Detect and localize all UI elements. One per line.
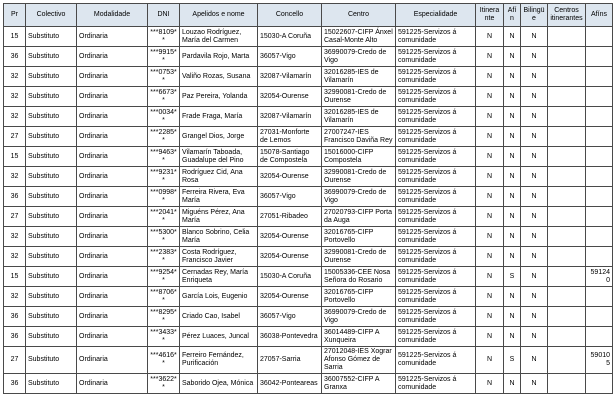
cell-afin: N <box>504 87 521 107</box>
cell-pr: 27 <box>4 207 26 227</box>
cell-afins <box>586 147 613 167</box>
cell-bilingue: N <box>521 127 548 147</box>
cell-colectivo: Substituto <box>26 27 77 47</box>
cell-bilingue: N <box>521 347 548 374</box>
cell-modalidade: Ordinaria <box>77 87 148 107</box>
cell-pr: 32 <box>4 287 26 307</box>
cell-bilingue: N <box>521 287 548 307</box>
cell-itinerante: N <box>476 47 504 67</box>
cell-especialidade: 591225-Servizos á comunidade <box>396 47 476 67</box>
cell-centro: 36007552-CIFP A Granxa <box>322 374 396 394</box>
table-row <box>4 227 613 247</box>
cell-centros_itinerantes <box>548 307 586 327</box>
table-row <box>4 347 613 374</box>
cell-centro: 15016000-CIFP Compostela <box>322 147 396 167</box>
cell-afin: S <box>504 267 521 287</box>
cell-pr: 27 <box>4 347 26 374</box>
cell-colectivo: Substituto <box>26 67 77 87</box>
cell-colectivo: Substituto <box>26 187 77 207</box>
cell-dni: ***0034** <box>148 107 180 127</box>
cell-centro: 32016765-CIFP Portovello <box>322 287 396 307</box>
cell-modalidade: Ordinaria <box>77 27 148 47</box>
cell-afins <box>586 327 613 347</box>
cell-dni: ***9915** <box>148 47 180 67</box>
cell-concello: 32054-Ourense <box>258 247 322 267</box>
cell-concello: 32054-Ourense <box>258 87 322 107</box>
table-header <box>4 4 613 27</box>
cell-colectivo: Substituto <box>26 127 77 147</box>
cell-itinerante: N <box>476 147 504 167</box>
cell-modalidade: Ordinaria <box>77 227 148 247</box>
cell-bilingue: N <box>521 67 548 87</box>
cell-dni: ***2285** <box>148 127 180 147</box>
cell-concello: 32054-Ourense <box>258 287 322 307</box>
cell-dni: ***8295** <box>148 307 180 327</box>
cell-itinerante: N <box>476 107 504 127</box>
cell-itinerante: N <box>476 27 504 47</box>
table-row <box>4 374 613 394</box>
cell-modalidade: Ordinaria <box>77 207 148 227</box>
cell-bilingue: N <box>521 247 548 267</box>
column-header-afins: Afíns <box>586 4 613 27</box>
cell-apelidos_e_nome: Costa Rodríguez, Francisco Javier <box>180 247 258 267</box>
cell-modalidade: Ordinaria <box>77 147 148 167</box>
cell-centros_itinerantes <box>548 287 586 307</box>
cell-especialidade: 591225-Servizos á comunidade <box>396 207 476 227</box>
cell-afin: N <box>504 107 521 127</box>
cell-dni: ***8109** <box>148 27 180 47</box>
cell-apelidos_e_nome: Miguéns Pérez, Ana María <box>180 207 258 227</box>
cell-afins <box>586 227 613 247</box>
cell-centros_itinerantes <box>548 27 586 47</box>
cell-bilingue: N <box>521 147 548 167</box>
cell-afin: N <box>504 327 521 347</box>
cell-concello: 32087-Vilamarín <box>258 67 322 87</box>
cell-apelidos_e_nome: Valiño Rozas, Susana <box>180 67 258 87</box>
cell-concello: 15030-A Coruña <box>258 267 322 287</box>
cell-afins <box>586 107 613 127</box>
cell-apelidos_e_nome: Louzao Rodríguez, María del Carmen <box>180 27 258 47</box>
cell-colectivo: Substituto <box>26 87 77 107</box>
cell-centros_itinerantes <box>548 247 586 267</box>
cell-modalidade: Ordinaria <box>77 107 148 127</box>
cell-dni: ***6673** <box>148 87 180 107</box>
cell-pr: 36 <box>4 374 26 394</box>
cell-apelidos_e_nome: Grangel Dios, Jorge <box>180 127 258 147</box>
cell-itinerante: N <box>476 347 504 374</box>
column-header-bilingue: Bilingüe <box>521 4 548 27</box>
cell-afins <box>586 167 613 187</box>
cell-apelidos_e_nome: Saborido Ojea, Mónica <box>180 374 258 394</box>
cell-apelidos_e_nome: Rodríguez Cid, Ana Rosa <box>180 167 258 187</box>
cell-afins <box>586 67 613 87</box>
cell-afins <box>586 247 613 267</box>
cell-centro: 36990079-Credo de Vigo <box>322 187 396 207</box>
cell-centro: 36990079-Credo de Vigo <box>322 47 396 67</box>
cell-modalidade: Ordinaria <box>77 327 148 347</box>
cell-dni: ***5300** <box>148 227 180 247</box>
table-row <box>4 67 613 87</box>
cell-concello: 36057-Vigo <box>258 187 322 207</box>
cell-bilingue: N <box>521 47 548 67</box>
cell-especialidade: 591225-Servizos á comunidade <box>396 127 476 147</box>
cell-itinerante: N <box>476 187 504 207</box>
table-row <box>4 87 613 107</box>
cell-afins <box>586 287 613 307</box>
cell-centros_itinerantes <box>548 327 586 347</box>
cell-pr: 15 <box>4 267 26 287</box>
column-header-dni: DNI <box>148 4 180 27</box>
cell-especialidade: 591225-Servizos á comunidade <box>396 107 476 127</box>
cell-apelidos_e_nome: Paz Pereira, Yolanda <box>180 87 258 107</box>
cell-afins: 591240 <box>586 267 613 287</box>
column-header-apelidos_e_nome: Apelidos e nome <box>180 4 258 27</box>
cell-afin: N <box>504 207 521 227</box>
cell-apelidos_e_nome: Ferreira Rivera, Eva María <box>180 187 258 207</box>
cell-especialidade: 591225-Servizos á comunidade <box>396 374 476 394</box>
cell-afins <box>586 47 613 67</box>
cell-afins <box>586 207 613 227</box>
table-row <box>4 127 613 147</box>
cell-pr: 36 <box>4 47 26 67</box>
cell-itinerante: N <box>476 307 504 327</box>
cell-centro: 36990079-Credo de Vigo <box>322 307 396 327</box>
cell-afin: N <box>504 247 521 267</box>
cell-colectivo: Substituto <box>26 107 77 127</box>
cell-dni: ***0753** <box>148 67 180 87</box>
cell-itinerante: N <box>476 67 504 87</box>
column-header-centros_itinerantes: Centros itinerantes <box>548 4 586 27</box>
cell-apelidos_e_nome: Criado Cao, Isabel <box>180 307 258 327</box>
cell-colectivo: Substituto <box>26 247 77 267</box>
cell-afin: N <box>504 127 521 147</box>
cell-afins <box>586 307 613 327</box>
cell-especialidade: 591225-Servizos á comunidade <box>396 167 476 187</box>
cell-dni: ***9463** <box>148 147 180 167</box>
cell-especialidade: 591225-Servizos á comunidade <box>396 147 476 167</box>
cell-concello: 36057-Vigo <box>258 47 322 67</box>
cell-apelidos_e_nome: Ferreiro Fernández, Purificación <box>180 347 258 374</box>
cell-especialidade: 591225-Servizos á comunidade <box>396 267 476 287</box>
cell-afin: N <box>504 287 521 307</box>
cell-centros_itinerantes <box>548 347 586 374</box>
cell-itinerante: N <box>476 227 504 247</box>
cell-afin: S <box>504 347 521 374</box>
cell-concello: 36057-Vigo <box>258 307 322 327</box>
cell-colectivo: Substituto <box>26 327 77 347</box>
table-row <box>4 167 613 187</box>
cell-centros_itinerantes <box>548 147 586 167</box>
table-row <box>4 267 613 287</box>
table-row <box>4 27 613 47</box>
cell-colectivo: Substituto <box>26 267 77 287</box>
cell-afin: N <box>504 167 521 187</box>
cell-bilingue: N <box>521 87 548 107</box>
cell-bilingue: N <box>521 227 548 247</box>
cell-centros_itinerantes <box>548 374 586 394</box>
cell-dni: ***9231** <box>148 167 180 187</box>
cell-especialidade: 591225-Servizos á comunidade <box>396 187 476 207</box>
cell-afin: N <box>504 147 521 167</box>
table-row <box>4 207 613 227</box>
cell-pr: 32 <box>4 87 26 107</box>
cell-itinerante: N <box>476 127 504 147</box>
cell-dni: ***8706** <box>148 287 180 307</box>
cell-dni: ***9254** <box>148 267 180 287</box>
cell-centros_itinerantes <box>548 47 586 67</box>
cell-itinerante: N <box>476 167 504 187</box>
table-header-row <box>4 4 613 27</box>
cell-pr: 32 <box>4 67 26 87</box>
cell-bilingue: N <box>521 107 548 127</box>
cell-pr: 32 <box>4 247 26 267</box>
cell-afin: N <box>504 187 521 207</box>
cell-bilingue: N <box>521 327 548 347</box>
table-row <box>4 47 613 67</box>
cell-concello: 32054-Ourense <box>258 227 322 247</box>
column-header-especialidade: Especialidade <box>396 4 476 27</box>
cell-modalidade: Ordinaria <box>77 247 148 267</box>
cell-centro: 32016285-IES de Vilamarín <box>322 107 396 127</box>
cell-itinerante: N <box>476 287 504 307</box>
cell-centro: 32990081-Credo de Ourense <box>322 167 396 187</box>
cell-afin: N <box>504 374 521 394</box>
cell-especialidade: 591225-Servizos á comunidade <box>396 247 476 267</box>
cell-especialidade: 591225-Servizos á comunidade <box>396 67 476 87</box>
cell-dni: ***2383** <box>148 247 180 267</box>
cell-centros_itinerantes <box>548 207 586 227</box>
cell-concello: 36042-Ponteareas <box>258 374 322 394</box>
cell-colectivo: Substituto <box>26 167 77 187</box>
column-header-concello: Concello <box>258 4 322 27</box>
cell-bilingue: N <box>521 307 548 327</box>
cell-centros_itinerantes <box>548 187 586 207</box>
cell-dni: ***0998** <box>148 187 180 207</box>
cell-dni: ***3622** <box>148 374 180 394</box>
cell-centro: 32016285-IES de Vilamarín <box>322 67 396 87</box>
cell-concello: 27051-Ribadeo <box>258 207 322 227</box>
table-body <box>4 27 613 394</box>
column-header-itinerante: Itinerante <box>476 4 504 27</box>
cell-itinerante: N <box>476 327 504 347</box>
cell-afins <box>586 27 613 47</box>
table-row <box>4 327 613 347</box>
cell-centro: 27007247-IES Francisco Daviña Rey <box>322 127 396 147</box>
cell-apelidos_e_nome: Frade Fraga, María <box>180 107 258 127</box>
cell-afins <box>586 374 613 394</box>
cell-afins <box>586 187 613 207</box>
cell-colectivo: Substituto <box>26 147 77 167</box>
cell-itinerante: N <box>476 207 504 227</box>
cell-colectivo: Substituto <box>26 374 77 394</box>
cell-pr: 27 <box>4 127 26 147</box>
cell-afins <box>586 127 613 147</box>
cell-centros_itinerantes <box>548 67 586 87</box>
column-header-modalidade: Modalidade <box>77 4 148 27</box>
cell-apelidos_e_nome: Pardavila Rojo, Marta <box>180 47 258 67</box>
cell-concello: 32054-Ourense <box>258 167 322 187</box>
cell-pr: 32 <box>4 107 26 127</box>
cell-afin: N <box>504 47 521 67</box>
table-row <box>4 107 613 127</box>
cell-afin: N <box>504 227 521 247</box>
cell-concello: 27031-Monforte de Lemos <box>258 127 322 147</box>
cell-concello: 32087-Vilamarín <box>258 107 322 127</box>
cell-centros_itinerantes <box>548 87 586 107</box>
cell-bilingue: N <box>521 207 548 227</box>
cell-dni: ***3433** <box>148 327 180 347</box>
cell-bilingue: N <box>521 374 548 394</box>
cell-centro: 36014489-CIFP A Xunqueira <box>322 327 396 347</box>
cell-pr: 32 <box>4 227 26 247</box>
cell-modalidade: Ordinaria <box>77 374 148 394</box>
column-header-colectivo: Colectivo <box>26 4 77 27</box>
column-header-centro: Centro <box>322 4 396 27</box>
cell-centro: 15022607-CIFP Ánxel Casal-Monte Alto <box>322 27 396 47</box>
cell-centros_itinerantes <box>548 167 586 187</box>
cell-afin: N <box>504 27 521 47</box>
column-header-afin: Afín <box>504 4 521 27</box>
cell-afin: N <box>504 67 521 87</box>
cell-centros_itinerantes <box>548 127 586 147</box>
cell-colectivo: Substituto <box>26 47 77 67</box>
cell-pr: 15 <box>4 27 26 47</box>
cell-apelidos_e_nome: Cernadas Rey, María Enriqueta <box>180 267 258 287</box>
cell-modalidade: Ordinaria <box>77 167 148 187</box>
cell-concello: 36038-Pontevedra <box>258 327 322 347</box>
cell-colectivo: Substituto <box>26 287 77 307</box>
cell-especialidade: 591225-Servizos á comunidade <box>396 287 476 307</box>
cell-modalidade: Ordinaria <box>77 67 148 87</box>
cell-apelidos_e_nome: Blanco Sobrino, Celia María <box>180 227 258 247</box>
cell-apelidos_e_nome: García Lois, Eugenio <box>180 287 258 307</box>
table-row <box>4 287 613 307</box>
assignments-table <box>3 3 613 394</box>
cell-especialidade: 591225-Servizos á comunidade <box>396 327 476 347</box>
cell-dni: ***2041** <box>148 207 180 227</box>
cell-pr: 15 <box>4 147 26 167</box>
cell-especialidade: 591225-Servizos á comunidade <box>396 27 476 47</box>
table-row <box>4 307 613 327</box>
column-header-pr: Pr <box>4 4 26 27</box>
cell-centros_itinerantes <box>548 107 586 127</box>
cell-especialidade: 591225-Servizos á comunidade <box>396 227 476 247</box>
cell-modalidade: Ordinaria <box>77 287 148 307</box>
cell-centros_itinerantes <box>548 227 586 247</box>
cell-centro: 27020793-CIFP Porta da Auga <box>322 207 396 227</box>
cell-centro: 32990081-Credo de Ourense <box>322 247 396 267</box>
cell-bilingue: N <box>521 267 548 287</box>
cell-especialidade: 591225-Servizos á comunidade <box>396 347 476 374</box>
cell-centro: 32016765-CIFP Portovello <box>322 227 396 247</box>
table-row <box>4 187 613 207</box>
cell-pr: 32 <box>4 167 26 187</box>
cell-itinerante: N <box>476 247 504 267</box>
cell-concello: 15030-A Coruña <box>258 27 322 47</box>
cell-modalidade: Ordinaria <box>77 267 148 287</box>
table-row <box>4 247 613 267</box>
cell-afin: N <box>504 307 521 327</box>
cell-especialidade: 591225-Servizos á comunidade <box>396 87 476 107</box>
table-row <box>4 147 613 167</box>
cell-afins <box>586 87 613 107</box>
cell-bilingue: N <box>521 187 548 207</box>
cell-itinerante: N <box>476 267 504 287</box>
cell-modalidade: Ordinaria <box>77 347 148 374</box>
cell-afins: 590105 <box>586 347 613 374</box>
cell-modalidade: Ordinaria <box>77 127 148 147</box>
cell-colectivo: Substituto <box>26 207 77 227</box>
cell-colectivo: Substituto <box>26 347 77 374</box>
cell-itinerante: N <box>476 87 504 107</box>
cell-pr: 36 <box>4 187 26 207</box>
cell-colectivo: Substituto <box>26 307 77 327</box>
cell-modalidade: Ordinaria <box>77 307 148 327</box>
cell-centro: 15005336-CEE Nosa Señora do Rosario <box>322 267 396 287</box>
cell-bilingue: N <box>521 167 548 187</box>
cell-concello: 15078-Santiago de Compostela <box>258 147 322 167</box>
cell-centro: 32990081-Credo de Ourense <box>322 87 396 107</box>
cell-modalidade: Ordinaria <box>77 187 148 207</box>
cell-centro: 27012048-IES Xograr Afonso Gómez de Sarria <box>322 347 396 374</box>
cell-especialidade: 591225-Servizos á comunidade <box>396 307 476 327</box>
cell-colectivo: Substituto <box>26 227 77 247</box>
cell-modalidade: Ordinaria <box>77 47 148 67</box>
cell-dni: ***4616** <box>148 347 180 374</box>
cell-concello: 27057-Sarria <box>258 347 322 374</box>
cell-pr: 36 <box>4 307 26 327</box>
cell-centros_itinerantes <box>548 267 586 287</box>
cell-apelidos_e_nome: Pérez Luaces, Juncal <box>180 327 258 347</box>
cell-pr: 36 <box>4 327 26 347</box>
cell-bilingue: N <box>521 27 548 47</box>
cell-itinerante: N <box>476 374 504 394</box>
cell-apelidos_e_nome: Vilamarín Taboada, Guadalupe del Pino <box>180 147 258 167</box>
